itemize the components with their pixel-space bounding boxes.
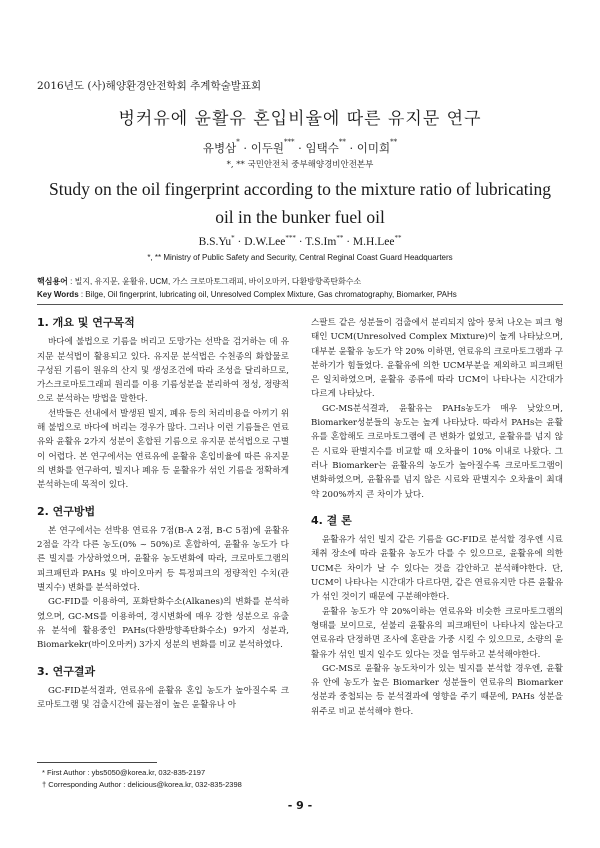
author-mark: **: [390, 138, 398, 146]
author-name: B.S.Yu: [198, 236, 232, 248]
footnote-first-author: * First Author : ybs5050@korea.kr, 032-835-2197: [42, 768, 206, 777]
left-column: [37, 316, 289, 712]
author-mark: **: [336, 234, 344, 242]
keywords-korean-label: 핵심용어: [37, 277, 68, 286]
author-mark: ***: [285, 234, 296, 242]
section-4-paragraph: 윤활유 농도가 약 20%이하는 연료유와 비슷한 크로마토그램의 형태를 보이므로, 섣불리 윤활유의 피크패턴이 나타나지 않는다고 연료유라 단정하면 조사에 혼란을 가중 시킬 수 있으므로, 소량의 윤활유가 섞인 빌지 일수도 있다는 것을 염두하고 분석해야한다.: [311, 606, 563, 660]
authors-english: [0, 236, 600, 248]
section-2-title: 2. 연구방법: [37, 504, 96, 518]
title-korean: 벙커유에 윤활유 혼입비율에 따른 유지문 연구: [118, 109, 482, 129]
keywords-korean: [37, 276, 361, 287]
section-4-paragraph: GC-MS로 윤활유 농도차이가 있는 빌지를 분석할 경우엔, 윤활유 안에 농도가 높은 Biomarker 성분들이 연료유의 Biomarker 성분과 중첩되는 등 분석결과에 영향을 주기 때문에, PAHs 성분을 위주로 비교 분석해야 한다.: [311, 663, 563, 717]
section-3-title: 3. 연구결과: [37, 664, 96, 678]
author-separator: ·: [345, 141, 357, 155]
keywords-korean-text: : 빌지, 유지문, 윤활유, UCM, 가스 크로마토그래피, 바이오마커, 다환방향족탄화수소: [67, 277, 362, 286]
section-4-title: 4. 결 론: [311, 513, 352, 527]
author-separator: ·: [295, 236, 306, 248]
keywords-english-text: : Bilge, Oil fingerprint, lubricating oil, Unresolved Complex Mixture, Gas chromatography, Biomarker, PAHs: [78, 290, 457, 299]
author-name: 이미희: [356, 141, 391, 155]
page-number: - 9 -: [287, 799, 313, 812]
author-separator: ·: [239, 141, 251, 155]
section-3-paragraph: GC-MS분석결과, 윤활유는 PAHs농도가 매우 낮았으며, Biomarker성분들의 농도는 높게 나타났다. 따라서 PAHs는 윤활유를 혼합해도 크로마토그램에 큰 변화가 없었고, 윤활유를 넘지 않은 시료와 판별지수를 비교할 때 오차율이 10% 이내로 나왔다. 그러나 Biomarker는 윤활유의 농도가 높아질수록 크로마토그램이 변화하였으며, 윤활유를 넘지 않은 시료와 판별지수 오차율이 최대 약 200%까지 큰 차이가 났다.: [311, 403, 563, 500]
author-separator: ·: [343, 236, 353, 248]
keywords-english: [37, 290, 457, 299]
author-name: T.S.Im: [305, 236, 337, 248]
author-name: M.H.Lee: [352, 236, 395, 248]
author-name: D.W.Lee: [244, 236, 286, 248]
author-separator: ·: [294, 141, 306, 155]
author-mark: ***: [284, 138, 295, 146]
header-divider: [37, 304, 563, 305]
affiliation-english: *, ** Ministry of Public Safety and Security, Central Reginal Coast Guard Headquarters: [147, 253, 453, 262]
footnote-divider: [37, 762, 157, 763]
title-english: Study on the oil fingerprint according to the mixture ratio of lubricating oil in the bunker fuel oil: [48, 179, 552, 227]
author-name: 임택수: [305, 141, 339, 155]
author-mark: **: [394, 234, 402, 242]
author-mark: *: [236, 138, 240, 146]
affiliation-korean: *, ** 국민안전처 중부해양경비안전본부: [226, 160, 374, 170]
section-2-paragraph: 본 연구에서는 선박용 연료유 7점(B-A 2점, B-C 5점)에 윤활유 2점을 각각 다른 농도(0% ~ 50%)로 혼합하여, 윤활유 농도가 다른 빌지를 가상하였으며, 윤활유 농도변화에 따라, 크로마토그램의 피크패턴과 PAHs 및 바이오마커 등 특정피크의 정량적인 수치(관별지수) 변화를 분석하였다.: [37, 525, 289, 594]
section-1-title: 1. 개요 및 연구목적: [37, 316, 135, 329]
footnote-corresponding-author: † Corresponding Author : delicious@korea.kr, 032-835-2398: [42, 780, 242, 789]
author-name: 이두원: [250, 141, 285, 155]
section-2-paragraph: GC-FID를 이용하여, 포화탄화수소(Alkanes)의 변화를 분석하였으며, GC-MS를 이용하여, 경시변화에 매우 강한 성분으로 유출유 분석에 활용중인 PAHs(다환방향족탄화수소) 9가지 성분과, Biomarkekr(바이오마커) 3가지 성분의 변화를 비교 분석하였다.: [37, 597, 289, 651]
section-4-paragraph: 윤활유가 섞인 빌지 같은 기름을 GC-FID로 분석할 경우엔 시료채취 장소에 따라 윤활유 농도가 다를 수 있으므로, 윤활유에 의한 UCM은 차이가 날 수 있다는 것을 감안하고 분석해야한다. 단, UCM이 나타나는 시간대가 다르다면, 같은 연료유지만 다른 윤활유가 섞인 것이기 때문에 구분해야한다.: [311, 535, 564, 603]
author-mark: *: [231, 234, 235, 242]
author-separator: ·: [234, 236, 245, 248]
section-3-paragraph-continued: 스팔트 같은 성분들이 검출에서 분리되지 않아 뭉쳐 나오는 피크 형태인 UCM(Unresolved Complex Mixture)이 높게 나타났으며, 대부분 윤활유 농도가 약 20% 이하면, 연료유의 크로마토그램과 구분하기가 힘들었다. 윤활유에 의한 UCM부분을 제외하고 피크패턴은 일치하였으며, 윤활유 종류에 따라 UCM이 나타나는 시간대가 다르게 나타났다.: [311, 318, 563, 400]
right-column: [311, 316, 563, 719]
author-mark: **: [338, 138, 346, 146]
section-1-paragraph: 바다에 불법으로 기름을 버리고 도망가는 선박을 검거하는 데 유지문 분석법이 활용되고 있다. 유지문 분석법은 수천종의 화합물로 구성된 기름이 원유의 산지 및 생성조건에 따라 조성을 달리하므로, 가스크로마토그래피 원리를 이용 기름성분을 분리하여 정성, 정량적으로 분석하는 방법을 말한다.: [37, 337, 289, 405]
section-3-paragraph: GC-FID분석결과, 연료유에 윤활유 혼입 농도가 높아질수록 크로마토그램 및 검출시간에 끓는점이 높은 윤활유나 아: [37, 685, 289, 711]
section-1-paragraph: 선박들은 선내에서 발생된 빌지, 폐유 등의 처리비용을 아끼기 위해 불법으로 바다에 버리는 경우가 많다. 그러나 이런 기름들은 연료유와 윤활유 2가지 성분이 혼합된 기름으로 유지문 분석법으로 구별이 어렵다. 본 연구에서는 연료유에 윤활유 혼입비율에 따른 유지문의 변화를 연구하여, 빌지나 폐유 등 윤활유가 섞인 기름을 정확하게 분석하는데 목적이 있다.: [37, 408, 289, 491]
conference-header: 2016년도 (사)해양환경안전학회 추계학술발표회: [37, 80, 262, 92]
author-name: 유병삼: [202, 141, 237, 155]
authors-korean: [0, 140, 600, 156]
keywords-english-label: Key Words: [37, 290, 79, 299]
